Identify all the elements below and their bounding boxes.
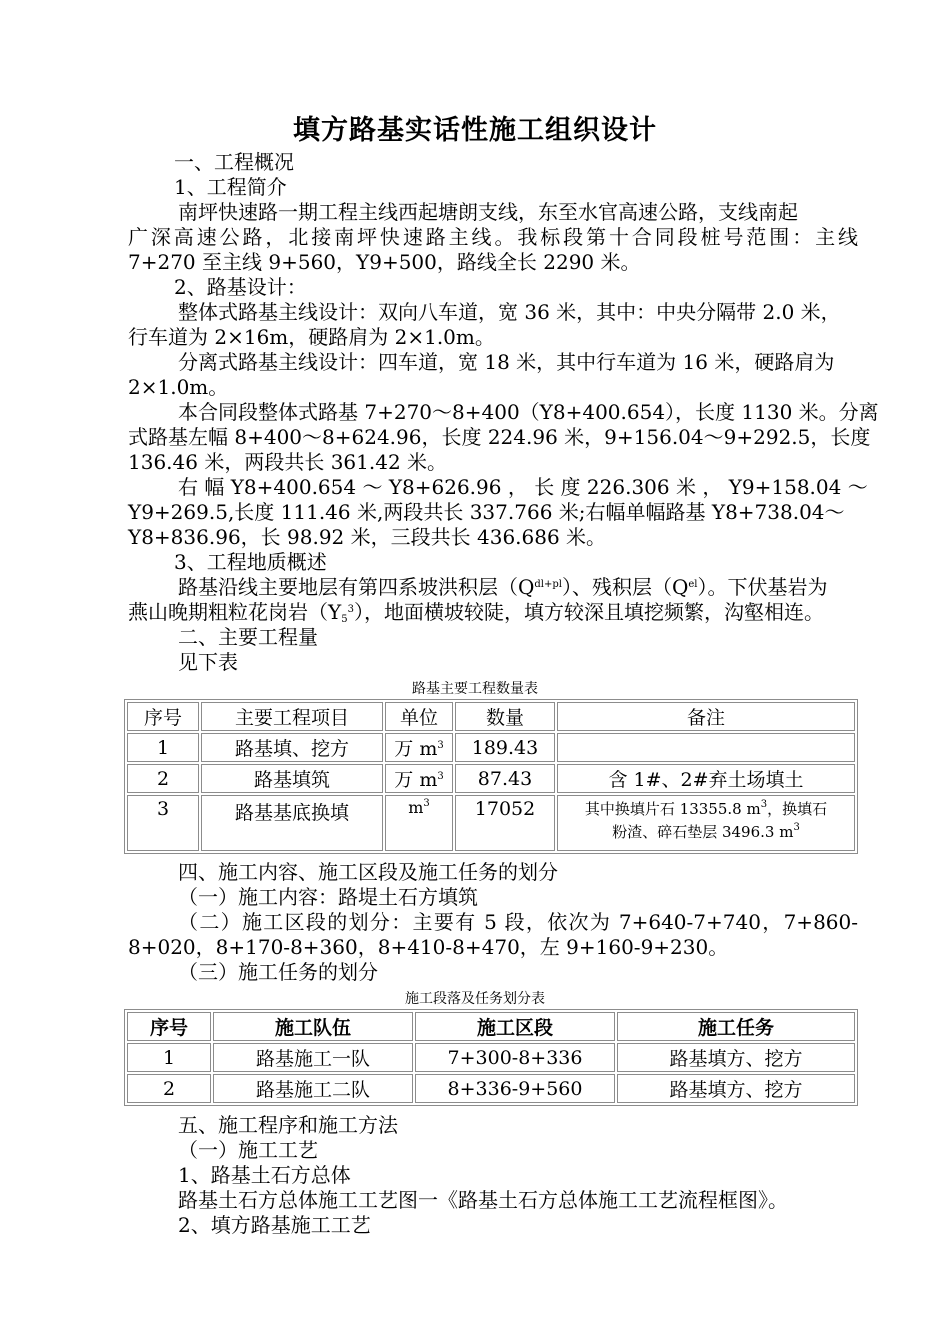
table-row — [127, 764, 855, 793]
cell-unit: $m^3$ — [385, 795, 453, 851]
quantities-table — [124, 699, 858, 854]
cell-item: 路基基底换填 — [201, 795, 383, 851]
cell-note: 其中换填片石 13355.8 $m^3$，换填石 粉渣、碎石垫层 3496.3 $m^3$ — [557, 795, 855, 851]
cell-no: 3 — [127, 795, 199, 851]
paragraph-line-geology: 燕山晚期粗粒花岗岩$(Y_5^3)$，地面横坡较陡，填方较深且填挖频繁，沟壑相连。 — [128, 600, 824, 625]
cell-range: 8+336-9+560 — [415, 1074, 615, 1103]
tasks-table — [124, 1009, 858, 1106]
column-header: 序号 — [127, 1012, 211, 1041]
table-row — [127, 1074, 855, 1103]
paragraph-line: 行车道为 2×16m，硬路肩为 2×1.0m。 — [128, 325, 495, 349]
document-title: 填方路基实话性施工组织设计 — [293, 115, 657, 146]
cell-no: 2 — [127, 1074, 211, 1103]
cell-item: 路基填筑 — [201, 764, 383, 793]
column-header: 施工任务 — [617, 1012, 855, 1041]
table-row — [127, 795, 855, 851]
section-heading-5: 五、施工程序和施工方法 — [178, 1113, 398, 1137]
column-header: 施工队伍 — [213, 1012, 413, 1041]
cell-note: 含 1#、2#弃土场填土 — [557, 764, 855, 793]
paragraph-line: 式路基左幅 8+400～8+624.96，长度 224.96 米，9+156.04～9+292.5，长度 — [128, 425, 871, 449]
paragraph-line: （一）施工工艺 — [178, 1138, 318, 1162]
cell-qty: 189.43 — [455, 733, 555, 762]
column-header: 单位 — [385, 702, 453, 731]
paragraph-line: 右 幅 Y8+400.654 ～ Y8+626.96 ， 长 度 226.306 米 ， Y9+158.04 ～ — [178, 475, 868, 499]
see-table-text: 见下表 — [178, 650, 238, 674]
cell-range: 7+300-8+336 — [415, 1043, 615, 1072]
table-header-row — [127, 1012, 855, 1041]
paragraph-line: 路基土石方总体施工工艺图一《路基土石方总体施工工艺流程框图》。 — [178, 1188, 788, 1212]
paragraph-line: 2、填方路基施工工艺 — [178, 1213, 371, 1237]
subheading-project-intro: 1、工程简介 — [174, 175, 287, 199]
column-header: 数量 — [455, 702, 555, 731]
cell-qty: 17052 — [455, 795, 555, 851]
section-heading-2: 二、主要工程量 — [178, 625, 318, 649]
column-header: 备注 — [557, 702, 855, 731]
cell-unit: 万 $m^3$ — [385, 764, 453, 793]
table-caption-quantities: 路基主要工程数量表 — [412, 681, 538, 697]
table-caption-tasks: 施工段落及任务划分表 — [405, 991, 545, 1007]
column-header: 主要工程项目 — [201, 702, 383, 731]
cell-no: 1 — [127, 733, 199, 762]
paragraph-line-geology: 路基沿线主要地层有第四系坡洪积层$(Q^{dl+pl})$、残积层$(Q^{el})$。下伏基岩为 — [178, 575, 828, 599]
table-row — [127, 1043, 855, 1072]
paragraph-line: 2×1.0m。 — [128, 375, 229, 399]
paragraph-line: （一）施工内容：路堤土石方填筑 — [178, 885, 478, 909]
subheading-subgrade-design: 2、路基设计： — [174, 275, 307, 299]
subheading-geology: 3、工程地质概述 — [174, 550, 327, 574]
cell-task: 路基填方、挖方 — [617, 1043, 855, 1072]
column-header: 序号 — [127, 702, 199, 731]
paragraph-line: 136.46 米，两段共长 361.42 米。 — [128, 450, 448, 474]
paragraph-line: 8+020，8+170-8+360，8+410-8+470，左 9+160-9+230。 — [128, 935, 729, 959]
table-row — [127, 733, 855, 762]
cell-item: 路基填、挖方 — [201, 733, 383, 762]
cell-note — [557, 733, 855, 762]
paragraph-line: 1、路基土石方总体 — [178, 1163, 351, 1187]
cell-qty: 87.43 — [455, 764, 555, 793]
paragraph-line: 分离式路基主线设计：四车道，宽 18 米，其中行车道为 16 米，硬路肩为 — [178, 350, 835, 374]
table-header-row — [127, 702, 855, 731]
paragraph-line: （二）施工区段的划分：主要有 5 段，依次为 7+640-7+740，7+860- — [178, 910, 858, 934]
section-heading-4: 四、施工内容、施工区段及施工任务的划分 — [178, 860, 558, 884]
paragraph-line: 广深高速公路，北接南坪快速路主线。我标段第十合同段桩号范围：主线 — [128, 225, 858, 249]
paragraph-line: 本合同段整体式路基 7+270～8+400（Y8+400.654），长度 1130 米。分离 — [178, 400, 879, 424]
paragraph-line: 整体式路基主线设计：双向八车道，宽 36 米，其中：中央分隔带 2.0 米， — [178, 300, 841, 324]
cell-task: 路基填方、挖方 — [617, 1074, 855, 1103]
cell-no: 2 — [127, 764, 199, 793]
cell-team: 路基施工二队 — [213, 1074, 413, 1103]
cell-no: 1 — [127, 1043, 211, 1072]
cell-team: 路基施工一队 — [213, 1043, 413, 1072]
cell-unit: 万 $m^3$ — [385, 733, 453, 762]
paragraph-line: Y9+269.5,长度 111.46 米,两段共长 337.766 米;右幅单幅路基 Y8+738.04～ — [128, 500, 845, 524]
paragraph-line: （三）施工任务的划分 — [178, 960, 378, 984]
paragraph-line: Y8+836.96，长 98.92 米，三段共长 436.686 米。 — [128, 525, 607, 549]
column-header: 施工区段 — [415, 1012, 615, 1041]
paragraph-line: 7+270 至主线 9+560，Y9+500，路线全长 2290 米。 — [128, 250, 641, 274]
paragraph-line: 南坪快速路一期工程主线西起塘朗支线，东至水官高速公路，支线南起 — [178, 200, 798, 224]
section-heading-1: 一、工程概况 — [174, 150, 294, 174]
